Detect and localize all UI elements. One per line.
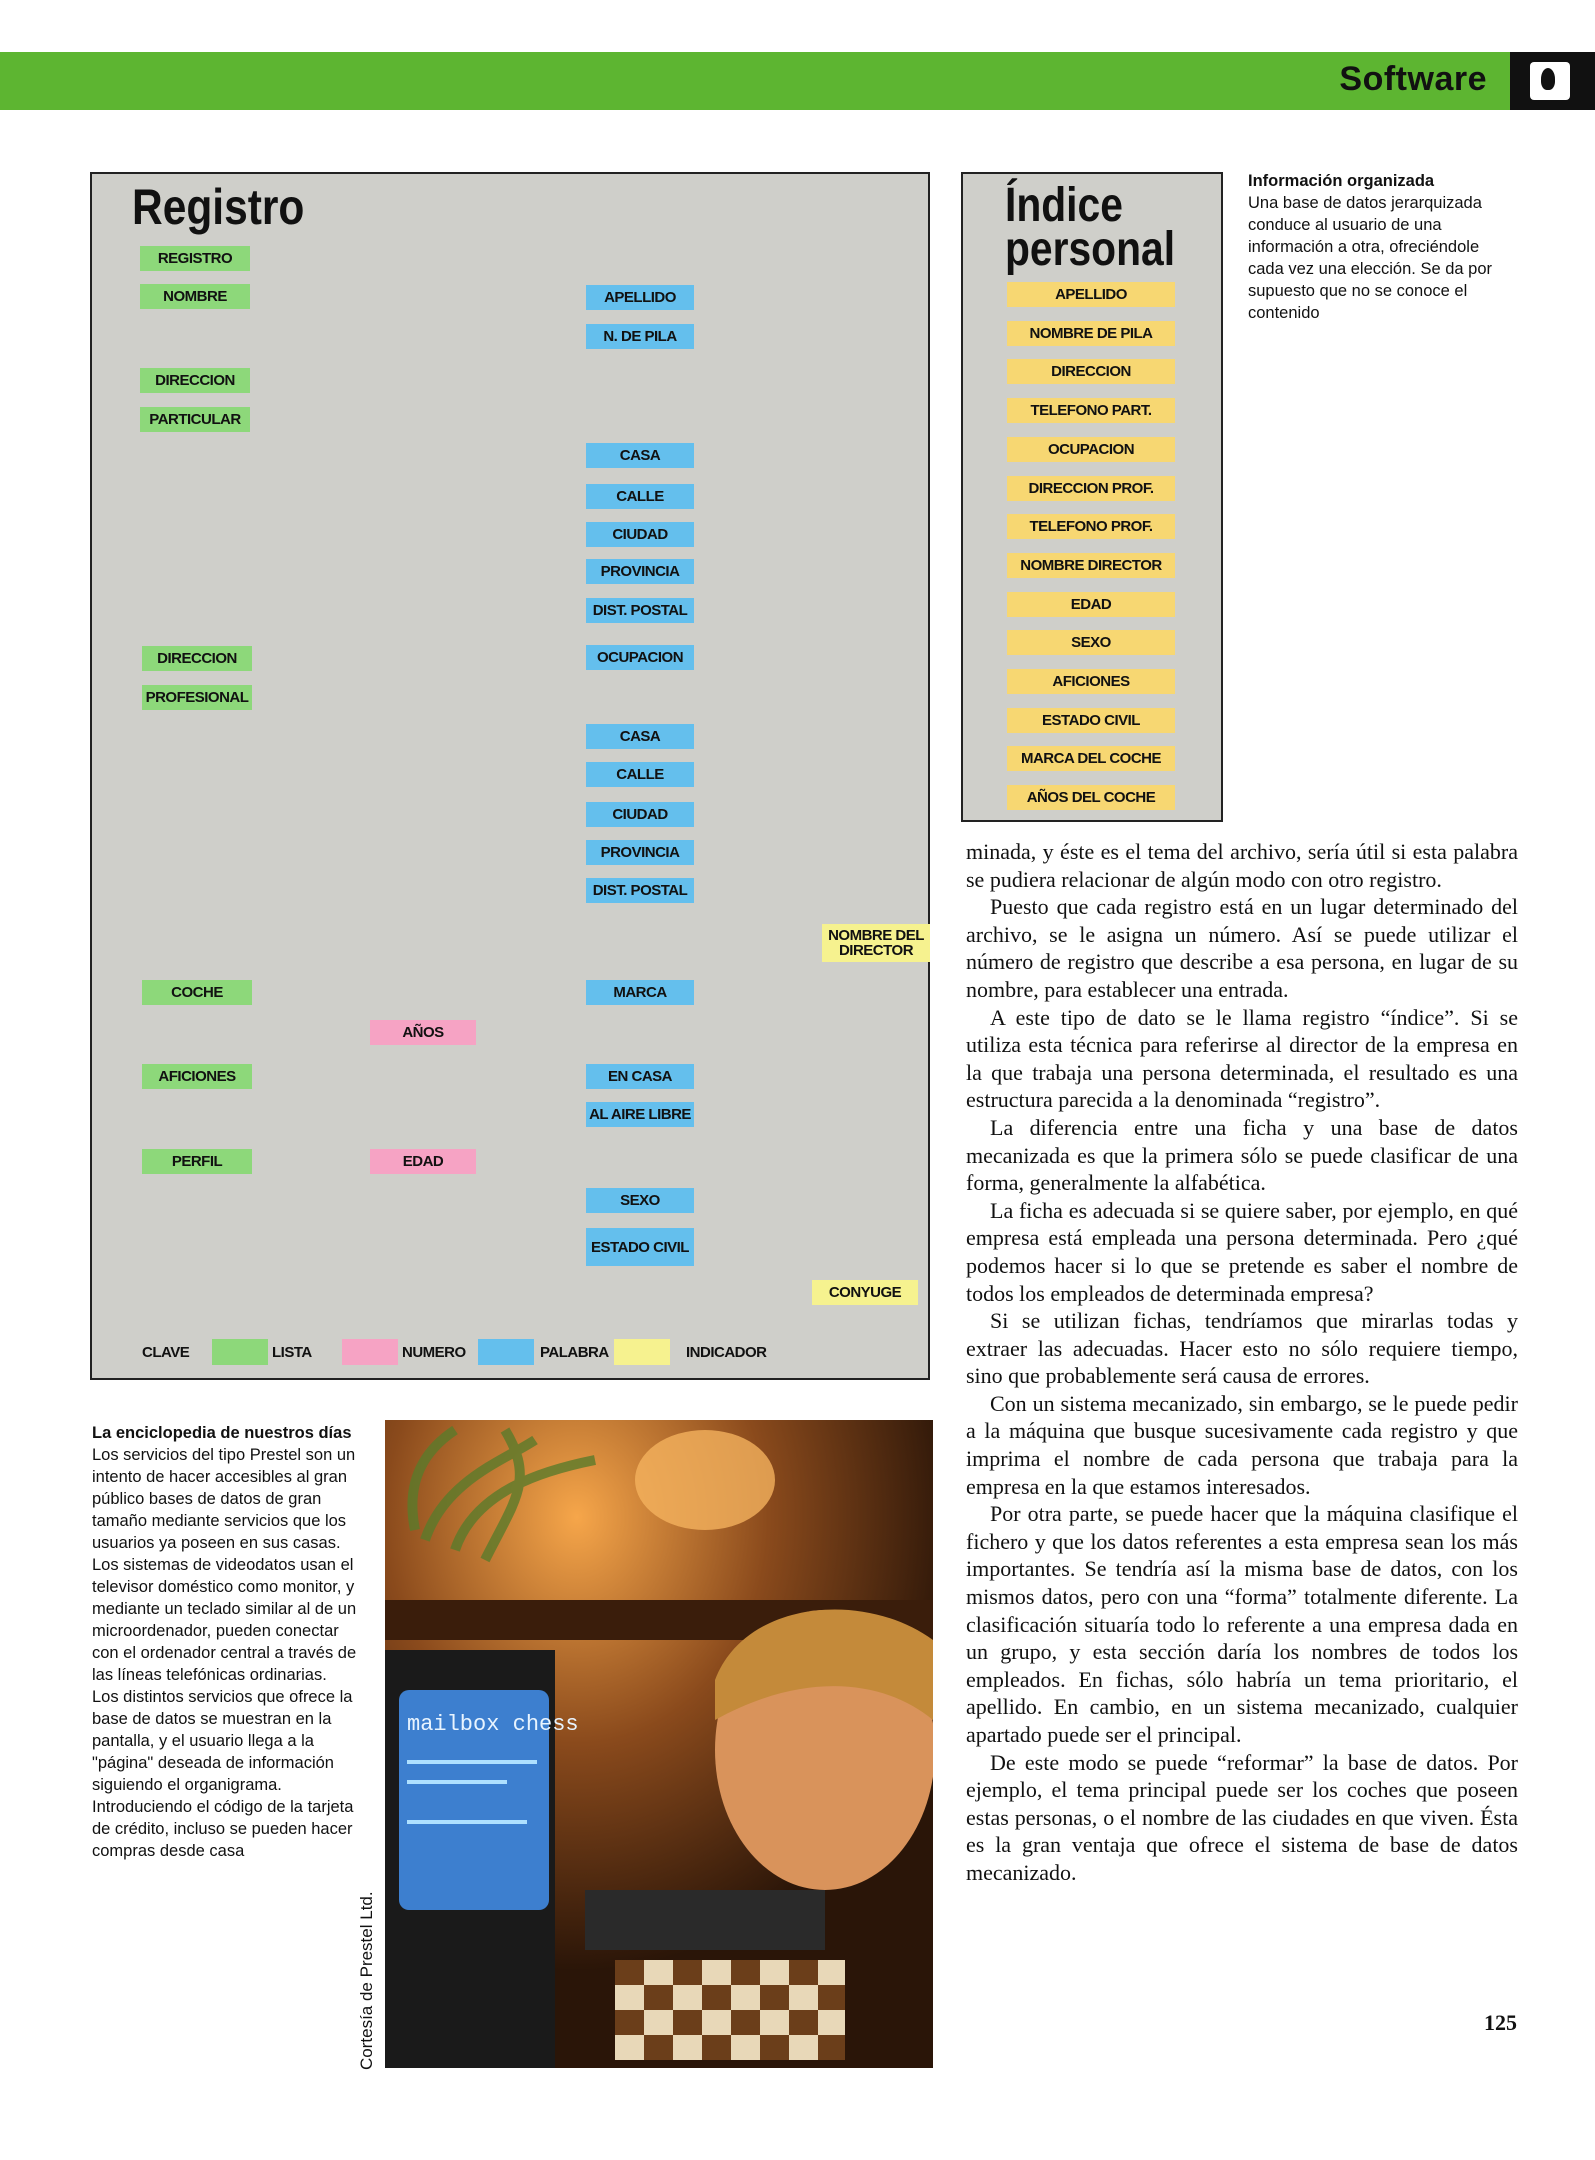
index-item: OCUPACION: [1007, 437, 1175, 462]
label-en-casa: EN CASA: [586, 1064, 694, 1089]
index-item: APELLIDO: [1007, 282, 1175, 307]
index-title-line2: personal: [1005, 223, 1176, 276]
index-item: AFICIONES: [1007, 669, 1175, 694]
legend-swatch-lista: [212, 1339, 268, 1365]
label-ocupacion: OCUPACION: [586, 645, 694, 670]
photo-boy-playing-chess: [385, 1420, 933, 2068]
label-particular: PARTICULAR: [140, 407, 250, 432]
caption-right-text: Una base de datos jerarquizada conduce al usuario de una información a otra, ofreciéndole cada vez una elección. Se da por supuesto que no se conoce el contenido: [1248, 194, 1492, 322]
index-item: ESTADO CIVIL: [1007, 708, 1175, 733]
label-apellido: APELLIDO: [586, 285, 694, 310]
label-casa-1: CASA: [586, 443, 694, 468]
label-calle-2: CALLE: [586, 762, 694, 787]
legend-swatch-numero: [342, 1339, 398, 1365]
label-marca: MARCA: [586, 980, 694, 1005]
paragraph-1: minada, y éste es el tema del archivo, sería útil si esta palabra se pudiera relacionar de algún modo con otro registro.: [966, 839, 1518, 892]
caption-left-heading: La enciclopedia de nuestros días: [92, 1424, 352, 1442]
index-title-line1: Índice: [1005, 179, 1123, 232]
paragraph-2: Puesto que cada registro está en un lugar determinado del archivo, se le asigna un número. Así se puede utilizar el número de registro que describe a esa persona, en lugar de su nombre, para establecer una entrada.: [966, 894, 1518, 1002]
index-item: DIRECCION: [1007, 359, 1175, 384]
photo-illustration: [385, 1420, 933, 2068]
label-dist-postal-1: DIST. POSTAL: [586, 598, 694, 623]
body-text: [966, 838, 1518, 1887]
index-item: EDAD: [1007, 592, 1175, 617]
page-number: 125: [1484, 2010, 1517, 2035]
index-item: AÑOS DEL COCHE: [1007, 785, 1175, 810]
index-item: TELEFONO PROF.: [1007, 514, 1175, 539]
paragraph-4: La diferencia entre una ficha y una base de datos mecanizada es que la primera sólo se puede clasificar de una forma, generalmente la alfabética.: [966, 1114, 1518, 1196]
label-casa-2: CASA: [586, 724, 694, 749]
legend-clave: CLAVE: [142, 1343, 190, 1361]
disk-icon: [1510, 52, 1595, 110]
index-item: NOMBRE DIRECTOR: [1007, 553, 1175, 578]
label-coche: COCHE: [142, 980, 252, 1005]
legend-swatch-palabra: [478, 1339, 534, 1365]
screen-text: mailbox chess: [407, 1712, 579, 1737]
label-n-de-pila: N. DE PILA: [586, 324, 694, 349]
label-ciudad-2: CIUDAD: [586, 802, 694, 827]
paragraph-6: Si se utilizan fichas, tendríamos que mirarlas todas y extraer las adecuadas. Hacer esto no sólo requiere tiempo, sino que probablemente será causa de errores.: [966, 1308, 1518, 1389]
caption-right-heading: Información organizada: [1248, 172, 1435, 190]
legend-swatch-indicador: [614, 1339, 670, 1365]
paragraph-5: La ficha es adecuada si se quiere saber, por ejemplo, en qué empresa está empleada una persona determinada. Pero ¿qué podemos hacer si lo que se pretende es saber el nombre de todos los empleados de determinada empresa?: [966, 1197, 1518, 1306]
label-nombre-del-director: NOMBRE DEL DIRECTOR: [822, 924, 930, 962]
label-provincia-2: PROVINCIA: [586, 840, 694, 865]
label-registro: REGISTRO: [140, 246, 250, 271]
label-direccion-1: DIRECCION: [140, 368, 250, 393]
paragraph-9: De este modo se puede “reformar” la base de datos. Por ejemplo, el tema principal puede ser los coches que poseen estas personas, o el nombre de las ciudades en que viven. Ésta es la gran ventaja que ofrece el sistema de base de datos mecanizado.: [966, 1749, 1518, 1885]
label-aficiones: AFICIONES: [142, 1064, 252, 1089]
indice-personal-box: [961, 172, 1223, 822]
index-item: MARCA DEL COCHE: [1007, 746, 1175, 771]
index-item: SEXO: [1007, 630, 1175, 655]
registro-diagram: [90, 172, 930, 1380]
legend-palabra: PALABRA: [540, 1343, 609, 1361]
label-edad: EDAD: [370, 1149, 476, 1174]
legend-indicador: INDICADOR: [686, 1343, 767, 1361]
legend-numero: NUMERO: [402, 1343, 466, 1361]
paragraph-7: Con un sistema mecanizado, sin embargo, se le puede pedir a la máquina que busque sucesivamente cada registro y que imprima el nombre de cada persona que trabaja para la empresa en la que estamos interesados.: [966, 1390, 1518, 1499]
label-al-aire-libre: AL AIRE LIBRE: [586, 1102, 694, 1127]
label-conyuge: CONYUGE: [812, 1280, 918, 1305]
index-item: NOMBRE DE PILA: [1007, 321, 1175, 346]
caption-left-text: Los servicios del tipo Prestel son un intento de hacer accesibles al gran público bases de datos de gran tamaño mediante servicios que los usuarios ya poseen en sus casas. Los sistemas de videodatos usan el televisor doméstico como monitor, y mediante un teclado similar al de un microordenador, pueden conectar con el ordenador central a través de las líneas telefónicas ordinarias. Los distintos servicios que ofrece la base de datos se muestran en la pantalla, y el usuario llega a la "página" deseada de información siguiendo el organigrama. Introduciendo el código de la tarjeta de crédito, incluso se pueden hacer compras desde casa: [92, 1446, 357, 1860]
label-anos: AÑOS: [370, 1020, 476, 1045]
index-item: DIRECCION PROF.: [1007, 476, 1175, 501]
label-perfil: PERFIL: [142, 1149, 252, 1174]
legend-lista: LISTA: [272, 1343, 312, 1361]
label-sexo: SEXO: [586, 1188, 694, 1213]
label-provincia-1: PROVINCIA: [586, 559, 694, 584]
label-dist-postal-2: DIST. POSTAL: [586, 878, 694, 903]
paragraph-3: A este tipo de dato se le llama registro “índice”. Si se utiliza esta técnica para referirse al director de la empresa en la que trabaja una persona determinada, el resultado es una estructura parecida a la denominada “registro”.: [966, 1004, 1518, 1113]
photo-credit: Cortesía de Prestel Ltd.: [357, 1891, 376, 2070]
index-title: [1005, 179, 1176, 276]
label-nombre: NOMBRE: [140, 284, 250, 309]
caption-enciclopedia: [92, 1422, 357, 1862]
label-calle-1: CALLE: [586, 484, 694, 509]
label-direccion-2: DIRECCION: [142, 646, 252, 671]
diagram-title: Registro: [132, 179, 305, 235]
index-item: TELEFONO PART.: [1007, 398, 1175, 423]
section-title: Software: [1339, 60, 1487, 98]
label-ciudad-1: CIUDAD: [586, 522, 694, 547]
label-estado-civil: ESTADO CIVIL: [586, 1228, 694, 1266]
caption-informacion-organizada: [1248, 170, 1508, 324]
paragraph-8: Por otra parte, se puede hacer que la máquina clasifique el fichero y que los datos referentes a esta empresa sean los más importantes. Se tendría así la misma base de datos, con los mismos datos, pero con una “forma” totalmente diferente. La clasificación situaría todo lo referente a una empresa dada en un grupo, y esta sección daría los nombres de todos los empleados. En fichas, sólo habría un tema prioritario, el apellido. En cambio, en un sistema mecanizado, cualquier apartado puede ser el principal.: [966, 1501, 1518, 1747]
label-profesional: PROFESIONAL: [142, 685, 252, 710]
